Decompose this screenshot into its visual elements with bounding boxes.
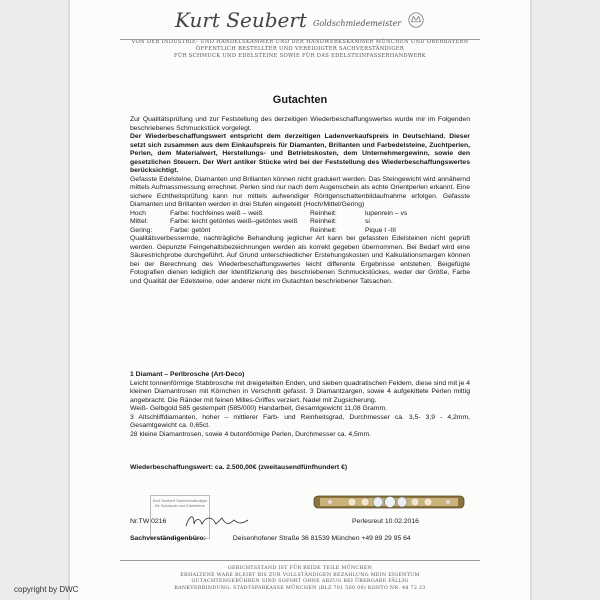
grade-farbe-label: Farbe: <box>170 209 190 217</box>
brand-name: Kurt Seubert <box>174 8 307 32</box>
item-line: Weiß- Gelbgold 585 gestempelt (585/000) Handarbeit, Gesamtgewicht 11,08 Gramm. <box>130 405 388 412</box>
signature <box>182 510 252 532</box>
footer-line-3: GUTACHTENGEBÜHREN SIND SOFORT OHNE ABZUG BEI ÜBERGABE FÄLLIG <box>191 579 409 584</box>
brand-subtitle: Goldschmiedemeister <box>312 18 402 28</box>
left-margin <box>0 0 70 600</box>
item-section <box>130 371 470 439</box>
grade-row <box>130 227 470 236</box>
footer <box>0 566 600 592</box>
footer-line-2: ERHALTENE WARE BLEIBT BIS ZUR VOLLSTÄNDIGEN BEZAHLUNG MEIN EIGENTUM <box>180 572 420 578</box>
grading-text: Gefasste Edelsteine, Diamanten und Brillanten können nicht graduiert werden. Das Steingewicht wird annähernd mittels Aufmassmessung errechnet. Perlen sind nur nach dem Augenschein als echte Orientperlen erkannt. Eine sichere Echtheitsprüfung kann nur mittels aufwendiger Röntgenschattenbildaufnahme erfolgen. Gefasste Diamanten und Brillanten werden in drei Stufen eingeteilt (Hoch/Mittel/Gering) <box>130 175 470 208</box>
grade-reinheit-label: Reinheit: <box>310 209 337 217</box>
grade-reinheit-label: Reinheit: <box>310 226 337 234</box>
grade-farbe: hochfeines weiß – weiß <box>191 209 263 217</box>
grade-reinheit-label: Reinheit: <box>310 218 337 225</box>
crown-logo-icon <box>407 11 425 29</box>
terms-section <box>130 116 470 286</box>
value-definition-text: Der Wiederbeschaffungswert entspricht dem derzeitigen Ladenverkaufspreis in Deutschland. Dieser setzt sich zusammen aus dem Einkaufspreis für Diamanten, Brillanten und Farbedelsteine, Zuchtperlen, Perlen, dem Materialwert, Herstellungs- und Betriebskosten, dem Unternehmergewinn, sowie den gesetzlichen Steuern. Der Wert antiker Stücke wird bei der Feststellung des Wiederbeschaffungswertes berücksichtigt. <box>130 133 470 174</box>
footer-line-1: GERICHTSSTAND IST FÜR BEIDE TEILE MÜNCHEN <box>227 566 373 571</box>
letterhead-line-2: ÖFFENTLICH BESTELLTER UND VEREIDIGTER SACHVERSTÄNDIGER <box>195 46 405 52</box>
grade-row <box>130 218 470 227</box>
grade-farbe: getönt <box>191 226 211 234</box>
footer-line-4: BANKVERBINDUNG: STADTSPARKASSE MÜNCHEN (BLZ 701 500 00) KONTO NR. 48 72 23 <box>174 585 426 591</box>
office-row <box>130 535 450 542</box>
letterhead-line-3: FÜR SCHMUCK UND EDELSTEINE SOWIE FÜR DAS EDELSTEINFASSERHANDWERK <box>174 53 426 59</box>
certificate-number: Nr.TW 0216 <box>130 518 167 525</box>
copyright-watermark: copyright by DWC <box>14 585 79 594</box>
item-description: Leicht tonnenförmige Stabbrosche mit dreigeteilten Enden, und sieben quadratischen Feldern, diese sind mit je 4 kleinen Diamantrosen mit Körnchen in Verschnitt gefasst. 3 Diamantzargen, sowie 4 aufgekittete Perlen mittig angebracht. Die Ränder mit feinen Milles-Griffes verziert. Nadel mit Zugsicherung. <box>130 379 470 404</box>
grade-farbe: leicht getöntes weiß–getöntes weiß <box>191 218 298 225</box>
grade-reinheit: Pique I -III <box>365 226 396 234</box>
footer-divider <box>120 560 480 561</box>
header-divider <box>120 39 480 40</box>
item-title: 1 Diamant – Perlbrosche (Art-Deco) <box>130 371 245 378</box>
item-line: 3 Altschliffdiamanten, hoher – mittlerer Farb- und Reinheitsgrad, Durchmesser ca. 3,5- 3,9 - 4,2mm, Gesamtgewicht ca. 0,65ct. <box>130 413 470 429</box>
letterhead-line-1: VON DER INDUSTRIE- UND HANDELSKAMMER UND DER HANDWERKSKAMMER MÜNCHEN UND OBERBAYERN <box>131 39 469 45</box>
grade-reinheit: si <box>365 218 370 225</box>
grade-reinheit: lupenrein – vs <box>365 209 408 217</box>
right-margin <box>530 0 600 600</box>
grade-farbe-label: Farbe: <box>170 218 190 225</box>
grade-row <box>130 210 470 219</box>
item-line: 28 kleine Diamantrosen, sowie 4 butonförmige Perlen, Durchmesser ca. 4,5mm. <box>130 430 372 438</box>
brooch-photo <box>310 483 468 521</box>
office-label: Sachverständigenbüro: <box>130 535 206 542</box>
letterhead <box>0 8 600 60</box>
place-date: Perlesreut 10.02.2016 <box>352 518 419 525</box>
grade-level: Gering: <box>130 226 153 234</box>
grade-level: Hoch <box>130 209 146 217</box>
replacement-value: Wiederbeschaffungswert: ca. 2.500,00€ (zweitausendfünfhundert €) <box>130 464 348 471</box>
grade-farbe-label: Farbe: <box>170 226 190 234</box>
office-stamp: Kurt Seubert Sachverständiger für Schmuck und Edelsteine <box>150 495 210 539</box>
treatment-text: Qualitätsverbessernde, nachträgliche Behandlung jeglicher Art kann bei gefassten Edelsteinen nicht geprüft werden. Gepunzte Feingehaltsbezeichnungen werden als korrekt gegeben übernommen. Bei Bedarf wird eine Säurestrichprobe durchgeführt. Auf Grund unterschiedlicher Erstehungskosten und Kalkulationsmargen können bei der Berechnung des Wiederbeschaffungswertes leicht differente Ergebnisse entstehen. Beigefügte Fotografien dienen lediglich der Identifizierung des beschriebenen Schmuckstückes, weder der Größe, Farbe und Qualität der Edelsteine, oder anderer nicht im Gutachten beschriebener Tatsachen. <box>130 235 470 285</box>
office-address: Deisenhofener Straße 36 81539 München +49 89 29 95 64 <box>232 535 411 542</box>
grade-level: Mittel: <box>130 218 149 225</box>
document-title: Gutachten <box>272 94 328 106</box>
intro-text: Zur Qualitätsprüfung und zur Feststellung des derzeitigen Wiederbeschaffungswertes wurde mir im Folgenden beschriebenes Schmuckstück vorgelegt. <box>130 116 470 132</box>
